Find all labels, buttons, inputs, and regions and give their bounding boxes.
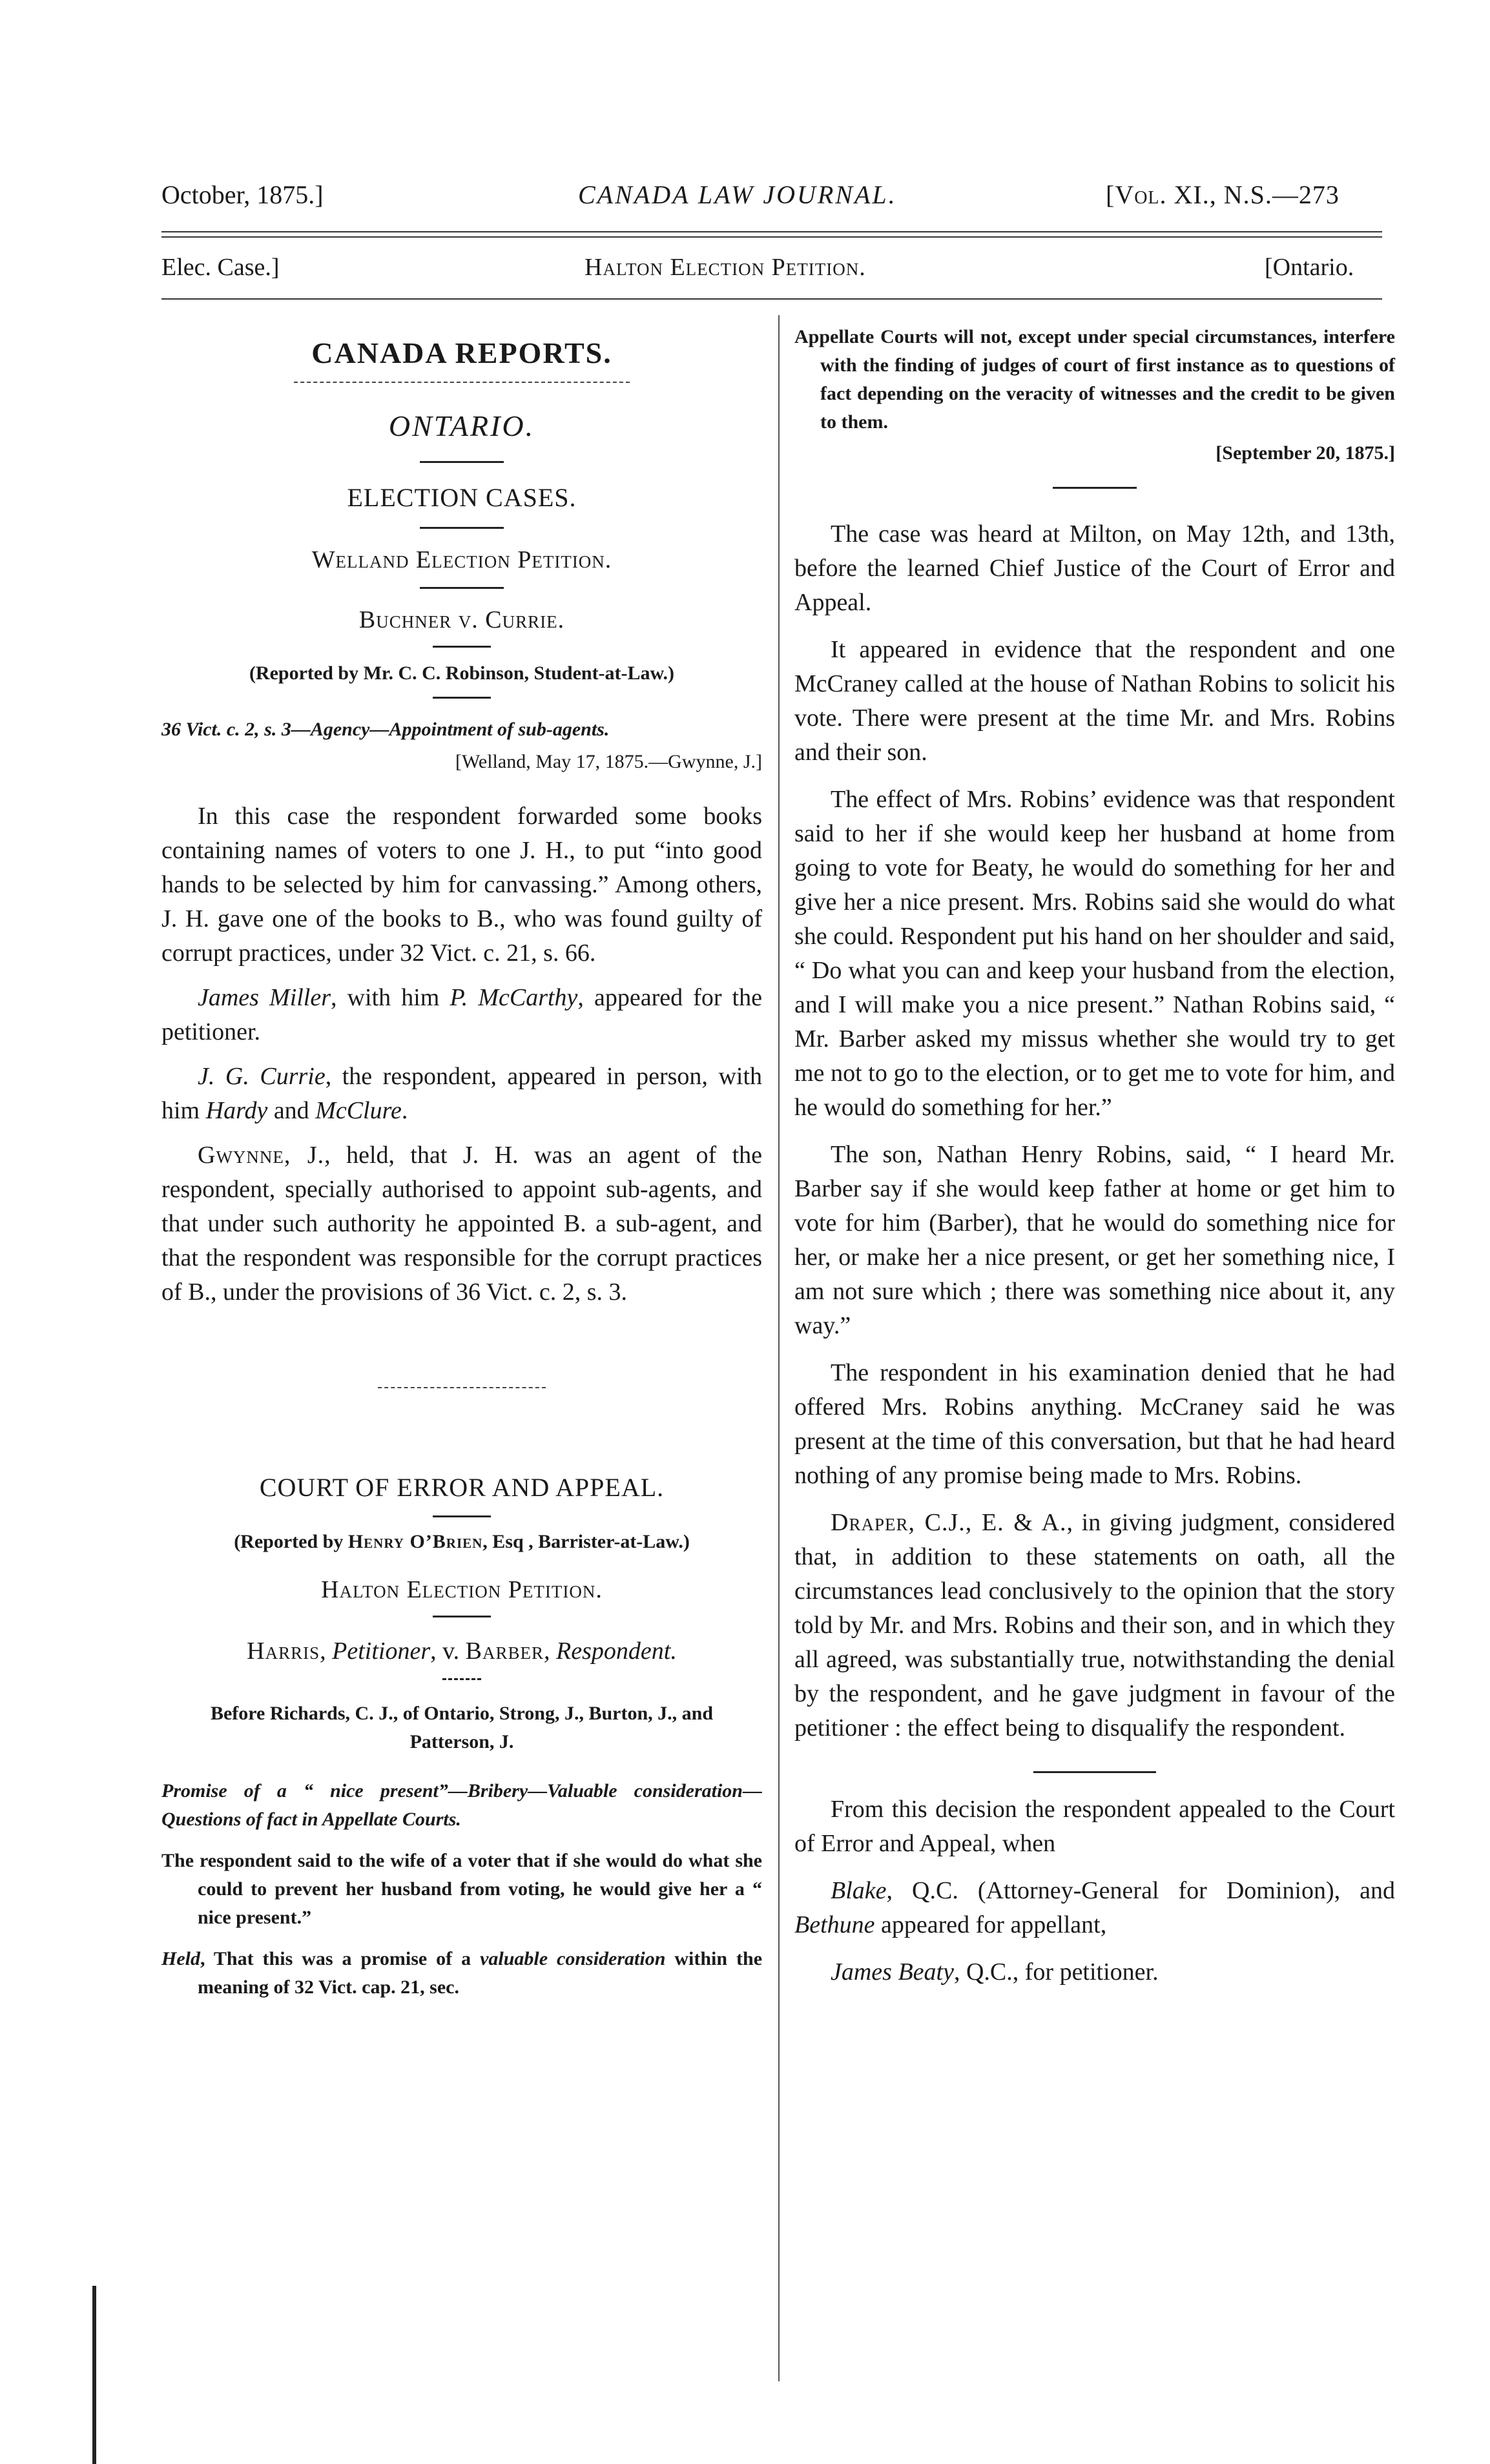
text-fragment: , held, that J. H. was an agent of the respondent, specially authorised to appoint sub-agents, and that under such authority he appointed B. a sub-agent, and that the respondent was responsible for the corrupt practices of B., under the provisions of 36 Vict. c. 2, s. 3. <box>161 1142 763 1306</box>
reports-rule <box>294 382 630 383</box>
case2-parties <box>161 1637 762 1665</box>
text-fragment: , That this was a promise of a <box>200 1948 481 1969</box>
running-head-volume: [Vol. XI., N.S.—273 <box>1106 180 1340 209</box>
case1-reporter: (Reported by Mr. C. C. Robinson, Student-at-Law.) <box>249 662 675 684</box>
text-fragment: , in giving judgment, considered that, in addition to these statements on oath, all the circumstances lead conclusively to the opinion that the story told by Mr. and Mrs. Robins and their son, and in which they all agreed, was substantially true, notwithstanding the denial by the respondent, and he gave judgment in favour of the petitioner : the effect being to disqualify the respondent. <box>794 1509 1395 1741</box>
text-fragment: , appeared for the petitioner. <box>161 984 762 1045</box>
case2-paragraph-4: The son, Nathan Henry Robins, said, “ I heard Mr. Barber say if she would keep father at home or get him to vote for him (Barber), that he would do something nice for her, or make her a nice present, or get her something nice, I am not sure which ; there was something nice about it, any way.” <box>794 1141 1395 1339</box>
text-fragment: , Q.C. (Attorney-General for Dominion), and <box>886 1877 1395 1904</box>
counsel-name: James Miller <box>198 984 331 1011</box>
emphasis: valuable consideration <box>480 1948 666 1969</box>
case2-bench: Before Richards, C. J., of Ontario, Strong, J., Burton, J., and Patterson, J. <box>210 1703 714 1752</box>
running-head-journal: CANADA LAW JOURNAL. <box>578 180 897 209</box>
syllabus-continued: Appellate Courts will not, except under special circumstances, interfere with the finding of judges of court of first instance as to questions of fact depending on the veracity of witnesses and the credit to be given to them. <box>794 326 1395 433</box>
case1-headnote: 36 Vict. c. 2, s. 3—Agency—Appointment of sub-agents. <box>161 719 610 740</box>
counsel-name: Bethune <box>794 1911 875 1938</box>
text-fragment: within the meaning of 32 Vict. cap. 21, sec. <box>198 1948 763 1998</box>
counsel-name: James Beaty <box>831 1958 954 1986</box>
party-name: J. G. Currie <box>198 1063 326 1090</box>
case2-paragraph-1: The case was heard at Milton, on May 12th, and 13th, before the learned Chief Justice of the Court of Error and Appeal. <box>794 520 1395 616</box>
case1-court-date: [Welland, May 17, 1875.—Gwynne, J.] <box>455 751 762 772</box>
text-fragment: , with him <box>331 984 450 1011</box>
case1-parties-rule <box>433 646 491 648</box>
held-label: Held <box>161 1948 200 1969</box>
case1-paragraph-1: In this case the respondent forwarded some books containing names of voters to one J. H., to put “into good hands to be selected by him for canvassing.” Among others, J. H. gave one of the books to B., who was found guilty of corrupt practices, under 32 Vict. c. 21, s. 66. <box>161 803 762 967</box>
case2-paragraph-9 <box>794 1955 1395 1989</box>
case2-paragraph-2: It appeared in evidence that the respondent and one McCraney called at the house of Nathan Robins to solicit his vote. There were present at the time Mr. and Mrs. Robins and their son. <box>794 636 1395 766</box>
column-divider <box>778 315 780 2381</box>
text-fragment: (Reported by <box>234 1531 348 1552</box>
province-rule <box>420 461 504 463</box>
left-column <box>161 336 762 2002</box>
court-title: COURT OF ERROR AND APPEAL. <box>259 1473 665 1502</box>
text-fragment: appeared for appellant, <box>874 1911 1107 1938</box>
respondent-name: Barber <box>465 1638 544 1665</box>
province-title: ONTARIO. <box>388 409 535 442</box>
case1-title: Welland Election Petition. <box>311 546 612 573</box>
case2-syllabus-2 <box>161 1945 762 2002</box>
text-fragment: , Q.C., for petitioner. <box>953 1958 1159 1986</box>
text-fragment: , the respondent, appeared in person, with him <box>161 1063 763 1124</box>
case2-reporter <box>161 1528 762 1556</box>
case2-paragraph-7: From this decision the respondent appealed to the Court of Error and Appeal, when <box>794 1796 1395 1857</box>
case2-headnote: Promise of a “ nice present”—Bribery—Valuable consideration—Questions of fact in Appellate Courts. <box>161 1780 762 1830</box>
counsel-name: Blake <box>831 1877 887 1904</box>
case2-paragraph-6 <box>794 1506 1395 1745</box>
case1-title-rule <box>420 587 504 589</box>
case1-paragraph-4 <box>161 1138 762 1309</box>
header-rule-2 <box>161 236 1382 238</box>
case1-paragraph-3 <box>161 1060 762 1128</box>
judge-name: Draper, C.J., E. & A. <box>831 1509 1067 1536</box>
case2-paragraph-8 <box>794 1874 1395 1942</box>
counsel-name: P. McCarthy <box>450 984 578 1011</box>
case-separator <box>378 1387 546 1388</box>
case2-title: Halton Election Petition. <box>321 1576 603 1603</box>
reporter-name: Henry O’Brien <box>347 1531 483 1552</box>
subhead-left: Elec. Case.] <box>161 254 280 281</box>
respondent-role: , Respondent. <box>544 1638 677 1665</box>
case2-parties-rule <box>442 1678 481 1680</box>
case1-reporter-rule <box>433 697 491 699</box>
text-fragment: , v. <box>430 1638 466 1665</box>
decision-rule <box>1053 487 1137 489</box>
court-title-rule <box>433 1515 491 1517</box>
case2-paragraph-5: The respondent in his examination denied that he had offered Mrs. Robins anything. McCraney said he was present at the time of this conversation, but that he had heard nothing of any promise being made to Mrs. Robins. <box>794 1359 1395 1489</box>
section-title: ELECTION CASES. <box>347 483 577 512</box>
running-head-date: October, 1875.] <box>161 180 324 209</box>
case1-parties: Buchner v. Currie. <box>358 606 565 633</box>
text-fragment: , Esq , Barrister-at-Law.) <box>482 1531 690 1552</box>
counsel-name: Hardy <box>205 1097 268 1124</box>
decision-date: [September 20, 1875.] <box>1216 442 1395 464</box>
judge-name: Gwynne, J. <box>198 1142 325 1169</box>
appeal-rule <box>1033 1771 1156 1773</box>
case1-paragraph-2 <box>161 981 762 1049</box>
page-edge-mark <box>92 2286 96 2464</box>
header-rule-1 <box>161 231 1382 232</box>
subhead-center: Halton Election Petition. <box>585 254 866 281</box>
right-column <box>794 323 1395 1989</box>
subhead-right: [Ontario. <box>1265 254 1354 281</box>
case2-paragraph-3: The effect of Mrs. Robins’ evidence was that respondent said to her if she would keep her husband at home from going to vote for Beaty, he would do something for her and give her a nice present. Mrs. Robins said she would do what she could. Respondent put his hand on her shoulder and said, “ Do what you can and keep your husband from the election, and I will make you a nice present.” Nathan Robins said, “ Mr. Barber asked my missus whether she would try to get me not to go to the election, or to get me to vote for him, and he would do something for her.” <box>794 786 1395 1121</box>
subhead-rule <box>161 298 1382 300</box>
petitioner-name: Harris <box>247 1638 320 1665</box>
text-fragment: and <box>267 1097 316 1124</box>
text-fragment: . <box>401 1097 408 1124</box>
case2-title-rule <box>433 1616 491 1617</box>
counsel-name: McClure <box>315 1097 402 1124</box>
reports-title: CANADA REPORTS. <box>311 336 612 369</box>
petitioner-role: , Petitioner <box>320 1638 431 1665</box>
case2-syllabus-1: The respondent said to the wife of a voter that if she would do what she could to prevent her husband from voting, he would give her a “ nice present.” <box>161 1850 762 1928</box>
section-rule <box>420 527 504 529</box>
